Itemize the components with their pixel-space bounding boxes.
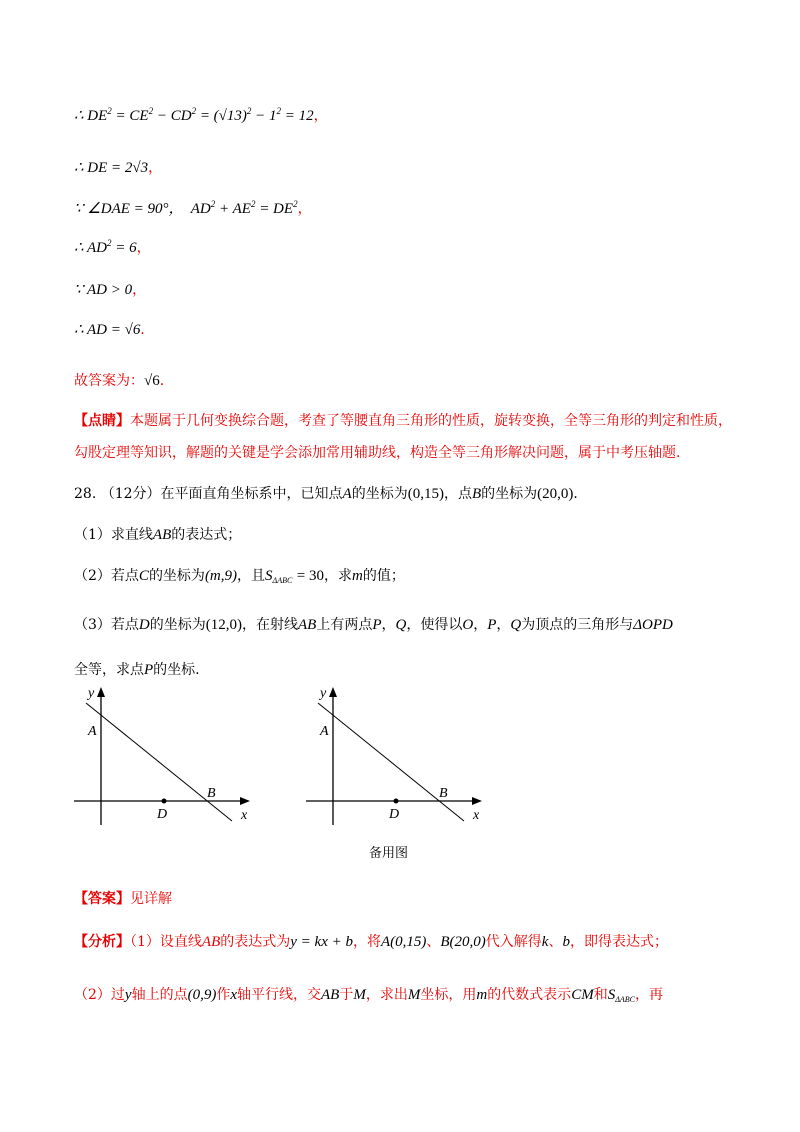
text: 的坐标为 <box>149 617 206 633</box>
math: y <box>124 987 132 1003</box>
figure-caption: 备用图 <box>369 846 409 861</box>
text: 为顶点的三角形与 <box>521 617 634 633</box>
solution-line-6: ∴ AD = √6． <box>74 322 155 338</box>
solution-line-1: ∴ $DE^2 = CE^2 - CD^2 = (√13)^2 - 1^2 = 12$， <box>74 106 328 124</box>
answer-block <box>74 889 172 909</box>
math: k <box>541 934 549 950</box>
q-num: （1） <box>74 527 111 543</box>
comment-tag: 【点睛】 <box>74 413 130 429</box>
answer-end: ． <box>159 373 174 389</box>
coord: (m,9) <box>204 568 238 584</box>
text: 的坐标为 <box>351 486 408 502</box>
area-sub: ΔABC <box>615 995 635 1004</box>
question-2 <box>74 566 405 586</box>
answer-value: √6 <box>144 373 160 389</box>
line-ab <box>318 703 464 821</box>
answer-label: 故答案为： <box>74 373 144 389</box>
text: ， <box>496 617 511 633</box>
text: 轴平行线，交 <box>237 987 322 1003</box>
solution-line-2: ∴ DE = 2√3， <box>74 160 163 176</box>
coord-a: (0,15) <box>407 486 444 502</box>
math: D <box>138 617 150 633</box>
math: m <box>476 987 488 1003</box>
math: O <box>462 617 474 633</box>
answer-line <box>74 371 174 391</box>
math: C <box>138 568 149 584</box>
problem-intro <box>74 484 587 504</box>
point-b: B <box>471 486 482 502</box>
text: 作 <box>216 987 231 1003</box>
text: 求直线 <box>110 527 153 543</box>
label-b: B <box>207 786 216 801</box>
text: （2）过 <box>74 987 125 1003</box>
text: ， <box>381 617 396 633</box>
math: AB <box>321 987 340 1003</box>
area-symbol <box>265 568 292 584</box>
question-3 <box>74 615 673 635</box>
point-d <box>394 799 399 804</box>
question-1 <box>74 525 241 545</box>
math: B(20,0) <box>440 934 486 950</box>
coord-b: (20,0) <box>537 486 574 502</box>
text: 和 <box>593 987 608 1003</box>
label-x: x <box>473 808 480 823</box>
math: P <box>372 617 382 633</box>
text: 、 <box>426 934 441 950</box>
y-axis-arrow <box>97 687 105 697</box>
text: 在平面直角坐标系中，已知点 <box>160 486 343 502</box>
text: （1）设直线 <box>130 934 202 950</box>
question-3-cont <box>74 660 200 680</box>
text: ，将 <box>352 934 381 950</box>
math: ΔOPD <box>633 617 673 633</box>
solution-line-3: ∵ ∠DAE = 90°， $AD^2 + AE^2 = DE^2$， <box>74 199 312 217</box>
punct: ， <box>313 108 328 124</box>
text: ，求 <box>324 568 352 584</box>
text: 的坐标为 <box>148 568 205 584</box>
math: P <box>144 662 154 678</box>
area-sub: ΔABC <box>272 576 293 585</box>
solution-line-4: ∴ $AD^2 = 6$， <box>74 238 151 256</box>
label-b: B <box>439 786 448 801</box>
math: b <box>562 934 570 950</box>
text: 的坐标. <box>153 662 200 678</box>
area-s: S <box>607 987 616 1003</box>
comment-text-1: 本题属于几何变换综合题，考查了等腰直角三角形的性质，旋转变换，全等三角形的判定和性质， <box>130 413 732 429</box>
text: ， <box>473 617 488 633</box>
punct: ， <box>297 201 312 217</box>
x-axis-arrow <box>472 797 482 805</box>
text: 的表达式； <box>171 527 242 543</box>
point-a: A <box>342 486 352 502</box>
label-d: D <box>389 807 400 822</box>
math: Q <box>510 617 522 633</box>
comment-line-2 <box>74 443 680 463</box>
math: (0,9) <box>187 987 217 1003</box>
area-eq: = 30 <box>296 568 324 584</box>
problem-score: （12分） <box>100 486 161 502</box>
text: ，且 <box>237 568 266 584</box>
text: 若点 <box>110 617 139 633</box>
text: 、 <box>548 934 563 950</box>
text: ，使得以 <box>406 617 463 633</box>
label-a: A <box>88 724 97 739</box>
math: A(0,15) <box>380 934 427 950</box>
text: 的表达式为 <box>220 934 291 950</box>
text: 的代数式表示 <box>487 987 572 1003</box>
text: 上有两点 <box>316 617 373 633</box>
solution-line-5: ∵ AD > 0， <box>74 282 147 298</box>
answer-text: 见详解 <box>130 891 172 907</box>
label-y: y <box>88 686 95 701</box>
point-d <box>162 799 167 804</box>
problem-number: 28. <box>74 486 97 502</box>
math: Q <box>395 617 407 633</box>
comment-line-1 <box>74 411 732 431</box>
coordinate-figure-main <box>70 685 260 830</box>
line-ab <box>86 703 232 821</box>
text: 坐标，用 <box>420 987 477 1003</box>
text: 的坐标为 <box>481 486 538 502</box>
label-a: A <box>320 724 329 739</box>
punct: ， <box>136 240 151 256</box>
label-d: D <box>157 807 168 822</box>
math: M <box>353 987 366 1003</box>
text: ，在射线 <box>242 617 299 633</box>
y-axis-arrow <box>329 687 337 697</box>
math: AB <box>298 617 317 633</box>
q-num: （2） <box>74 568 111 584</box>
math: AB <box>201 934 221 950</box>
text: 若点 <box>110 568 139 584</box>
answer-tag: 【答案】 <box>74 891 130 907</box>
punct: ， <box>132 282 147 298</box>
math: x <box>230 987 238 1003</box>
math: AB <box>152 527 172 543</box>
punct: ． <box>140 322 155 338</box>
coord: (12,0) <box>205 617 243 633</box>
text: 的值； <box>362 568 405 584</box>
x-axis-arrow <box>240 797 250 805</box>
area-s: S <box>265 568 273 584</box>
text: 轴上的点 <box>131 987 188 1003</box>
math: CM <box>571 987 594 1003</box>
area-symbol <box>608 987 635 1003</box>
text: ，求出 <box>365 987 408 1003</box>
label-x: x <box>241 808 248 823</box>
text: 于 <box>339 987 354 1003</box>
text: 代入解得 <box>485 934 542 950</box>
analysis-tag: 【分析】 <box>74 934 130 950</box>
comment-text-2: 勾股定理等知识，解题的关键是学会添加常用辅助线，构造全等三角形解决问题，属于中考压轴题. <box>74 445 681 461</box>
math: P <box>487 617 497 633</box>
punct: ， <box>148 160 163 176</box>
analysis-line-1 <box>74 932 668 952</box>
coordinate-figure-backup <box>302 685 492 830</box>
math: m <box>352 568 363 584</box>
text: 全等，求点 <box>74 662 144 678</box>
analysis-line-2 <box>74 985 663 1005</box>
text: ，即得表达式； <box>569 934 668 950</box>
text: ． <box>573 486 588 502</box>
text: ，再 <box>635 987 663 1003</box>
label-y: y <box>320 686 327 701</box>
text: ，点 <box>443 486 472 502</box>
q-num: （3） <box>74 617 111 633</box>
math: M <box>407 987 421 1003</box>
math: y = kx + b <box>290 934 353 950</box>
